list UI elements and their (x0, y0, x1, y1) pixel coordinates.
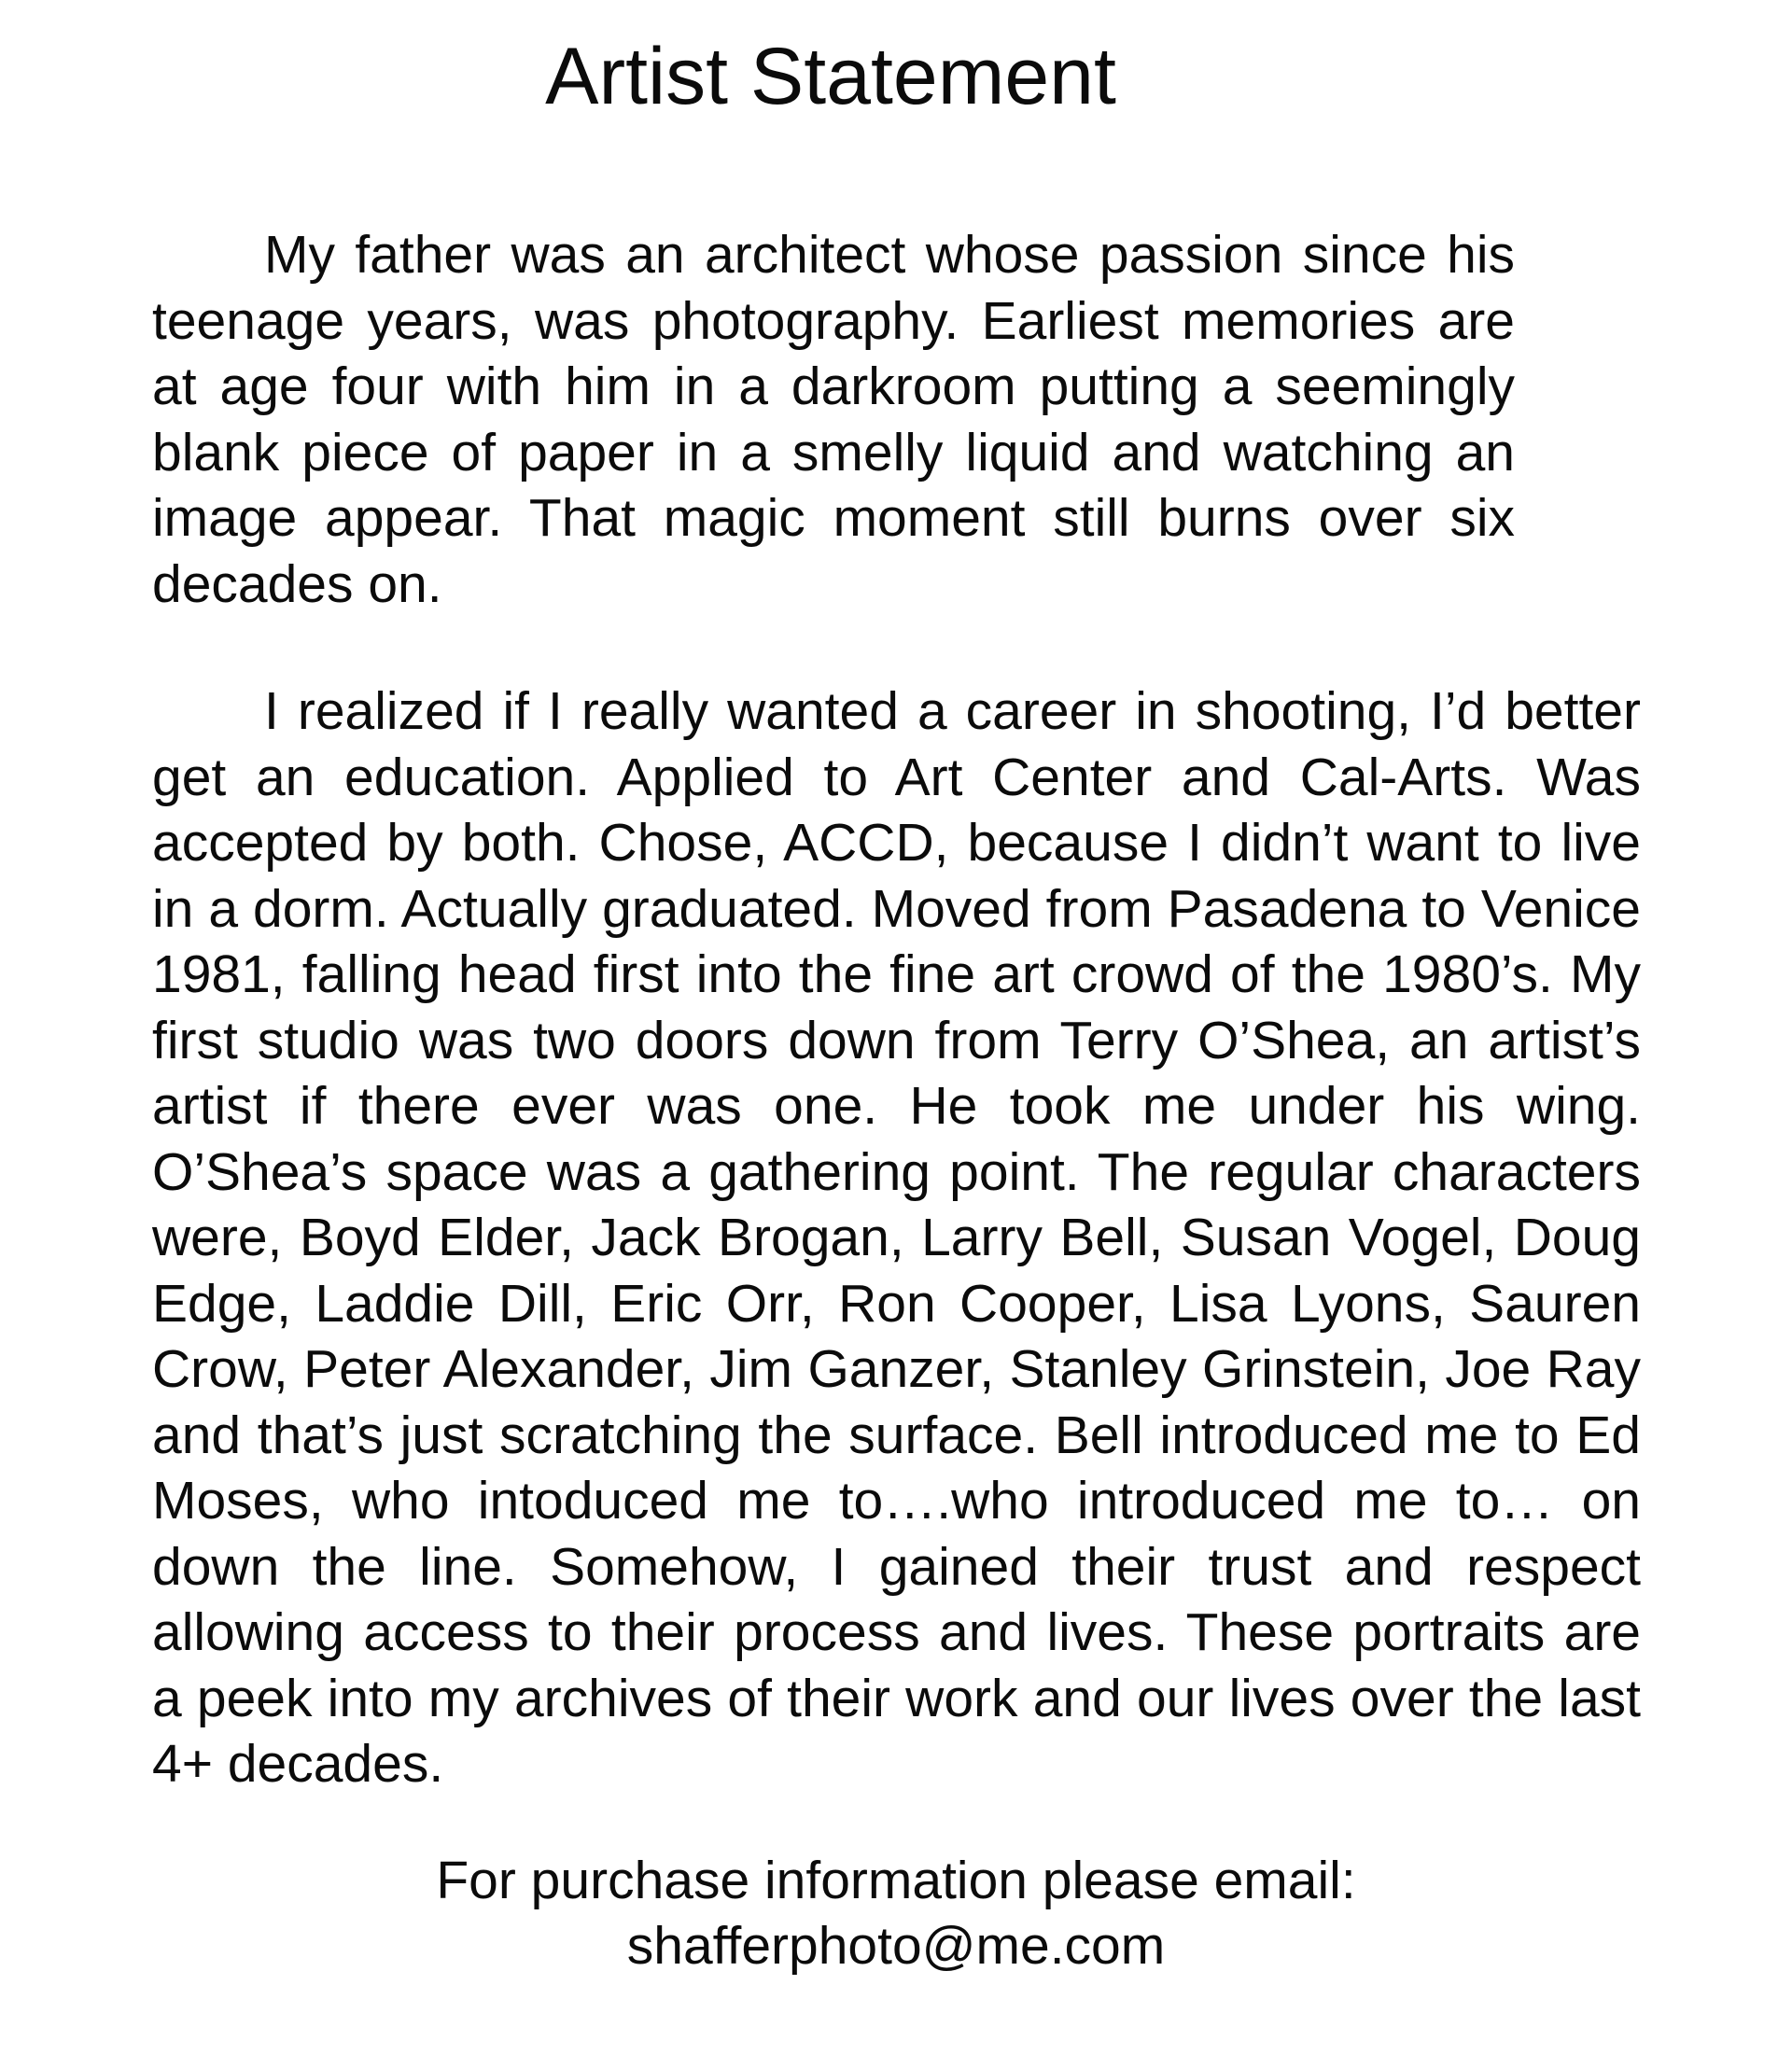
statement-paragraph-1 (152, 222, 1515, 617)
page-title: Artist Statement (545, 32, 1116, 121)
statement-paragraph-2 (152, 678, 1641, 1797)
contact-line: For purchase information please email: (436, 1851, 1356, 1910)
paragraph-text: My father was an architect whose passion since his teenage years, was photography. Earliest memories are at age four with him in a darkroom putting a seemingly blank piece of paper in a smelly liquid and watching an image appear. That magic moment still burns over six decades on. (152, 225, 1515, 614)
paragraph-text: I realized if I really wanted a career in shooting, I’d better get an education. Applied to Art Center and Cal-Arts. Was accepted by both. Chose, ACCD, because I didn’t want to live in a dorm. Actually graduated. Moved from Pasadena to Venice 1981, falling head first into the fine art crowd of the 1980’s. My first studio was two doors down from Terry O’Shea, an artist’s artist if there ever was one. He took me under his wing. O’Shea’s space was a gathering point. The regular characters were, Boyd Elder, Jack Brogan, Larry Bell, Susan Vogel, Doug Edge, Laddie Dill, Eric Orr, Ron Cooper, Lisa Lyons, Sauren Crow, Peter Alexander, Jim Ganzer, Stanley Grinstein, Joe Ray and that’s just scratching the surface. Bell introduced me to Ed Moses, who intoduced me to….who introduced me to… on down the line. Somehow, I gained their trust and respect allowing access to their process and lives. These portraits are a peek into my archives of their work and our lives over the last 4+ decades. (152, 681, 1641, 1794)
contact-block (0, 1848, 1792, 1978)
contact-email: shafferphoto@me.com (626, 1916, 1166, 1976)
